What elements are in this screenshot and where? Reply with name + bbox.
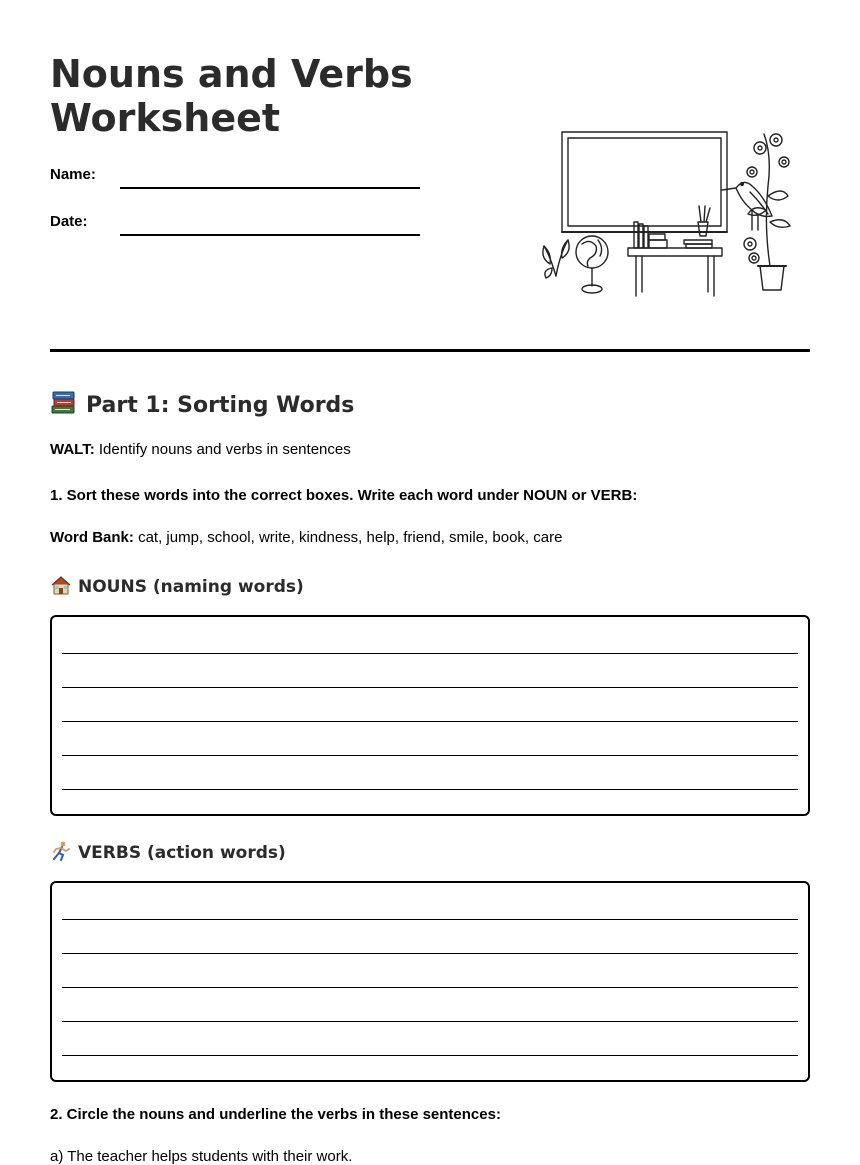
nouns-heading	[50, 574, 304, 597]
word-bank	[50, 529, 562, 546]
part1-heading	[50, 390, 354, 418]
runner-icon	[50, 840, 72, 862]
worksheet-title: Nouns and Verbs Worksheet	[50, 52, 413, 140]
walt-text: Identify nouns and verbs in sentences	[98, 441, 351, 458]
part1-heading-text: Part 1: Sorting Words	[86, 393, 355, 418]
walt-label: WALT:	[50, 441, 95, 458]
house-icon	[50, 574, 72, 596]
nouns-writing-line[interactable]	[62, 653, 798, 654]
verbs-writing-line[interactable]	[62, 1021, 798, 1022]
nouns-writing-line[interactable]	[62, 687, 798, 688]
question-1: 1. Sort these words into the correct boxes. Write each word under NOUN or VERB:	[50, 487, 638, 504]
books-icon	[50, 390, 78, 416]
word-bank-label: Word Bank:	[50, 529, 134, 546]
verbs-writing-line[interactable]	[62, 953, 798, 954]
walt-line	[50, 441, 351, 458]
nouns-answer-box[interactable]	[50, 615, 810, 816]
nouns-writing-line[interactable]	[62, 721, 798, 722]
classroom-illustration	[538, 126, 798, 304]
question-2: 2. Circle the nouns and underline the verbs in these sentences:	[50, 1106, 501, 1123]
nouns-heading-text: NOUNS (naming words)	[78, 577, 304, 597]
date-label: Date:	[50, 213, 88, 230]
verbs-writing-line[interactable]	[62, 1055, 798, 1056]
date-line[interactable]	[120, 234, 420, 236]
verbs-heading	[50, 840, 286, 863]
name-line[interactable]	[120, 187, 420, 189]
verbs-answer-box[interactable]	[50, 881, 810, 1082]
section-divider	[50, 349, 810, 352]
verbs-heading-text: VERBS (action words)	[78, 843, 286, 863]
verbs-writing-line[interactable]	[62, 919, 798, 920]
word-bank-words: cat, jump, school, write, kindness, help, friend, smile, book, care	[138, 529, 563, 546]
nouns-writing-line[interactable]	[62, 755, 798, 756]
name-label: Name:	[50, 166, 96, 183]
sentence-a: a) The teacher helps students with their work.	[50, 1148, 353, 1165]
nouns-writing-line[interactable]	[62, 789, 798, 790]
verbs-writing-line[interactable]	[62, 987, 798, 988]
